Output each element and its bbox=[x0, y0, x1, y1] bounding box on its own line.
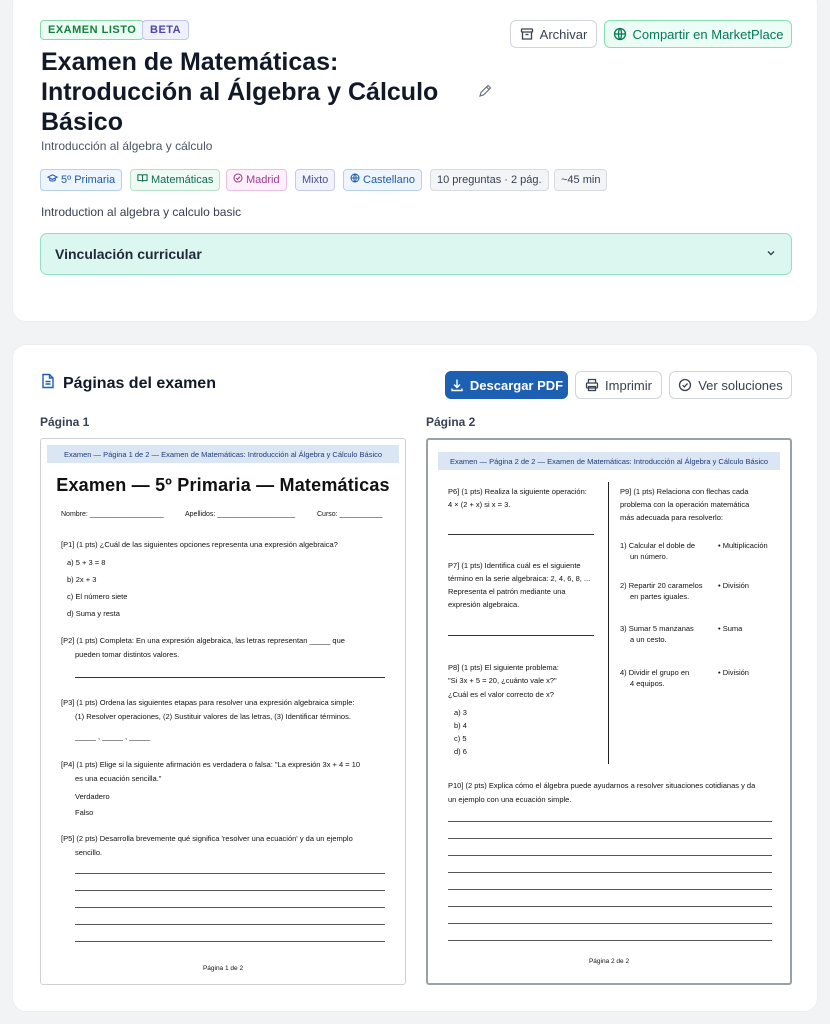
view-solutions-button[interactable] bbox=[669, 371, 792, 399]
question-p10: P10] (2 pts) Explica cómo el álgebra puede ayudarnos a resolver situaciones cotidianas y da bbox=[448, 781, 756, 790]
question-p6: P6] (1 pts) Realiza la siguiente operación: bbox=[448, 487, 587, 496]
question-p5: [P5] (2 pts) Desarrolla brevemente qué significa 'resolver una ecuación' y da un ejemplo bbox=[61, 834, 353, 843]
question-p3: [P3] (1 pts) Ordena las siguientes etapas para resolver una expresión algebraica simple: bbox=[61, 698, 355, 707]
question-p8: P8] (1 pts) El siguiente problema: bbox=[448, 663, 559, 672]
curricular-accordion[interactable] bbox=[40, 233, 792, 275]
field-nombre: Nombre: ___________________ bbox=[61, 511, 164, 518]
tag-questions: 10 preguntas · 2 pág. bbox=[430, 169, 549, 191]
exam-title-line-2: Introducción al Álgebra y Cálculo bbox=[41, 78, 439, 106]
archive-button[interactable] bbox=[510, 20, 597, 48]
exam-title-line-3: Básico bbox=[41, 108, 123, 136]
page-2-footer: Página 2 de 2 bbox=[588, 958, 630, 965]
exam-title bbox=[41, 47, 481, 137]
print-button[interactable] bbox=[575, 371, 662, 399]
archive-label: Archivar bbox=[539, 26, 588, 42]
graduation-cap-icon bbox=[47, 170, 58, 190]
question-p9: P9] (1 pts) Relaciona con flechas cada bbox=[620, 487, 749, 496]
page-1-heading: Examen — 5º Primaria — Matemáticas bbox=[56, 475, 390, 495]
answer-line bbox=[448, 906, 772, 907]
question-p7: P7] (1 pts) Identifica cuál es el siguiente bbox=[448, 561, 581, 570]
p9-item-1: 1) Calcular el doble de bbox=[620, 541, 696, 550]
page-1-footer: Página 1 de 2 bbox=[202, 965, 244, 972]
document-icon bbox=[41, 373, 55, 394]
printer-icon bbox=[585, 378, 599, 392]
p9-item-3: 3) Sumar 5 manzanas bbox=[620, 624, 694, 633]
exam-page-2-preview[interactable] bbox=[426, 438, 792, 985]
question-p1: [P1] (1 pts) ¿Cuál de las siguientes opciones representa una expresión algebraica? bbox=[61, 540, 338, 549]
p4-option-false: Falso bbox=[75, 808, 94, 817]
page-1-header-band: Examen — Página 1 de 2 — Examen de Matemáticas: Introducción al Álgebra y Cálculo Básico bbox=[47, 445, 399, 463]
exam-pages-card bbox=[12, 344, 818, 1012]
answer-line bbox=[448, 872, 772, 873]
answer-line bbox=[75, 941, 385, 942]
chevron-down-icon bbox=[765, 246, 777, 262]
download-pdf-button[interactable] bbox=[445, 371, 568, 399]
p9-item-2-cont: en partes iguales. bbox=[630, 592, 690, 601]
exam-subtitle: Introducción al álgebra y cálculo bbox=[41, 139, 213, 153]
answer-line bbox=[448, 838, 772, 839]
question-p8-cont2: ¿Cuál es el valor correcto de x? bbox=[448, 690, 554, 699]
tag-region bbox=[226, 169, 287, 191]
download-pdf-label: Descargar PDF bbox=[469, 377, 564, 393]
answer-line bbox=[448, 534, 594, 535]
p9-match-4: • División bbox=[718, 668, 749, 677]
exam-page-1-preview[interactable] bbox=[40, 438, 406, 985]
edit-pencil-icon[interactable] bbox=[477, 83, 493, 99]
pages-section-title-text: Páginas del examen bbox=[63, 374, 216, 392]
question-p7-cont3: expresión algebraica. bbox=[448, 600, 520, 609]
p9-match-1: • Multiplicación bbox=[718, 541, 768, 550]
tag-duration: ~45 min bbox=[554, 169, 607, 191]
book-icon bbox=[137, 170, 148, 190]
answer-line bbox=[448, 855, 772, 856]
p8-option-a: a) 3 bbox=[454, 708, 467, 717]
p1-option-b: b) 2x + 3 bbox=[67, 575, 97, 584]
p1-option-c: c) El número siete bbox=[67, 592, 128, 601]
exam-title-line-1: Examen de Matemáticas: bbox=[41, 48, 339, 76]
question-p5-cont: sencillo. bbox=[75, 848, 103, 857]
tag-language bbox=[343, 169, 422, 191]
p9-item-4-cont: 4 equipos. bbox=[630, 679, 665, 688]
question-p4-cont: es una ecuación sencilla." bbox=[75, 774, 162, 783]
exam-description: Introduction al algebra y calculo basic bbox=[41, 205, 242, 219]
status-badge-beta: BETA bbox=[142, 20, 189, 40]
archive-icon bbox=[520, 27, 534, 41]
field-apellidos: Apellidos: ____________________ bbox=[185, 511, 296, 518]
exam-header-card bbox=[12, 0, 818, 322]
question-p4: [P4] (1 pts) Elige si la siguiente afirmación es verdadera o falsa: "La expresión 3x + 4 = 10 bbox=[61, 760, 361, 769]
p8-option-b: b) 4 bbox=[454, 721, 467, 730]
page-1-label: Página 1 bbox=[40, 415, 90, 429]
answer-line bbox=[448, 940, 772, 941]
answer-line bbox=[75, 873, 385, 874]
question-p10-cont: un ejemplo con una ecuación simple. bbox=[448, 795, 572, 804]
tag-subject bbox=[130, 169, 220, 191]
p9-item-3-cont: a un cesto. bbox=[630, 635, 667, 644]
answer-line bbox=[448, 923, 772, 924]
globe-icon bbox=[350, 170, 360, 190]
answer-line bbox=[75, 907, 385, 908]
answer-line bbox=[448, 635, 594, 636]
p9-item-1-cont: un número. bbox=[630, 552, 668, 561]
question-p7-cont: término en la serie algebraica: 2, 4, 6, 8, ... bbox=[448, 574, 591, 583]
view-solutions-label: Ver soluciones bbox=[698, 377, 783, 393]
page-2-header-band: Examen — Página 2 de 2 — Examen de Matemáticas: Introducción al Álgebra y Cálculo Básico bbox=[438, 452, 780, 470]
answer-line bbox=[75, 890, 385, 891]
question-p9-cont: problema con la operación matemática bbox=[620, 500, 750, 509]
question-p2: [P2] (1 pts) Completa: En una expresión algebraica, las letras representan _____ que bbox=[61, 636, 345, 645]
p8-option-d: d) 6 bbox=[454, 747, 467, 756]
p1-option-d: d) Suma y resta bbox=[67, 609, 120, 618]
location-icon bbox=[233, 170, 243, 190]
p1-option-a: a) 5 + 3 = 8 bbox=[67, 558, 106, 567]
tag-subject-label: Matemáticas bbox=[151, 174, 214, 186]
tag-grade-label: 5º Primaria bbox=[61, 174, 116, 186]
p9-item-4: 4) Dividir el grupo en bbox=[620, 668, 690, 677]
p9-match-2: • División bbox=[718, 581, 749, 590]
question-p3-cont: (1) Resolver operaciones, (2) Sustituir valores de las letras, (3) Identificar términos. bbox=[75, 712, 351, 721]
tag-mode bbox=[295, 169, 335, 191]
answer-line bbox=[75, 677, 385, 678]
marketplace-label: Compartir en MarketPlace bbox=[632, 26, 784, 42]
question-p8-cont: "Si 3x + 5 = 20, ¿cuánto vale x?" bbox=[448, 676, 557, 685]
print-label: Imprimir bbox=[605, 377, 652, 393]
download-icon bbox=[450, 378, 464, 392]
answer-line bbox=[448, 889, 772, 890]
status-badge-ready: EXAMEN LISTO bbox=[40, 20, 144, 40]
tag-mode-label: Mixto bbox=[302, 174, 329, 186]
answer-line bbox=[75, 924, 385, 925]
question-p2-cont: pueden tomar distintos valores. bbox=[75, 650, 180, 659]
p4-option-true: Verdadero bbox=[75, 792, 110, 801]
question-p9-cont2: más adecuada para resolverlo: bbox=[620, 513, 723, 522]
field-curso: Curso: ___________ bbox=[317, 511, 383, 518]
tag-region-label: Madrid bbox=[246, 174, 280, 186]
tag-grade bbox=[40, 169, 122, 191]
p3-blanks: _____ , _____ , _____ bbox=[75, 732, 151, 741]
share-globe-icon bbox=[613, 27, 627, 41]
question-p6-cont: 4 × (2 + x) si x = 3. bbox=[448, 500, 511, 509]
question-p7-cont2: Representa el patrón mediante una bbox=[448, 587, 566, 596]
marketplace-share-button[interactable] bbox=[604, 20, 792, 48]
p8-option-c: c) 5 bbox=[454, 734, 467, 743]
curricular-accordion-label: Vinculación curricular bbox=[55, 246, 202, 262]
column-divider bbox=[608, 482, 609, 764]
tag-language-label: Castellano bbox=[363, 174, 415, 186]
page-2-label: Página 2 bbox=[426, 415, 476, 429]
pages-section-title bbox=[41, 373, 216, 394]
check-circle-icon bbox=[678, 378, 692, 392]
p9-match-3: • Suma bbox=[718, 624, 743, 633]
p9-item-2: 2) Repartir 20 caramelos bbox=[620, 581, 703, 590]
answer-line bbox=[448, 821, 772, 822]
